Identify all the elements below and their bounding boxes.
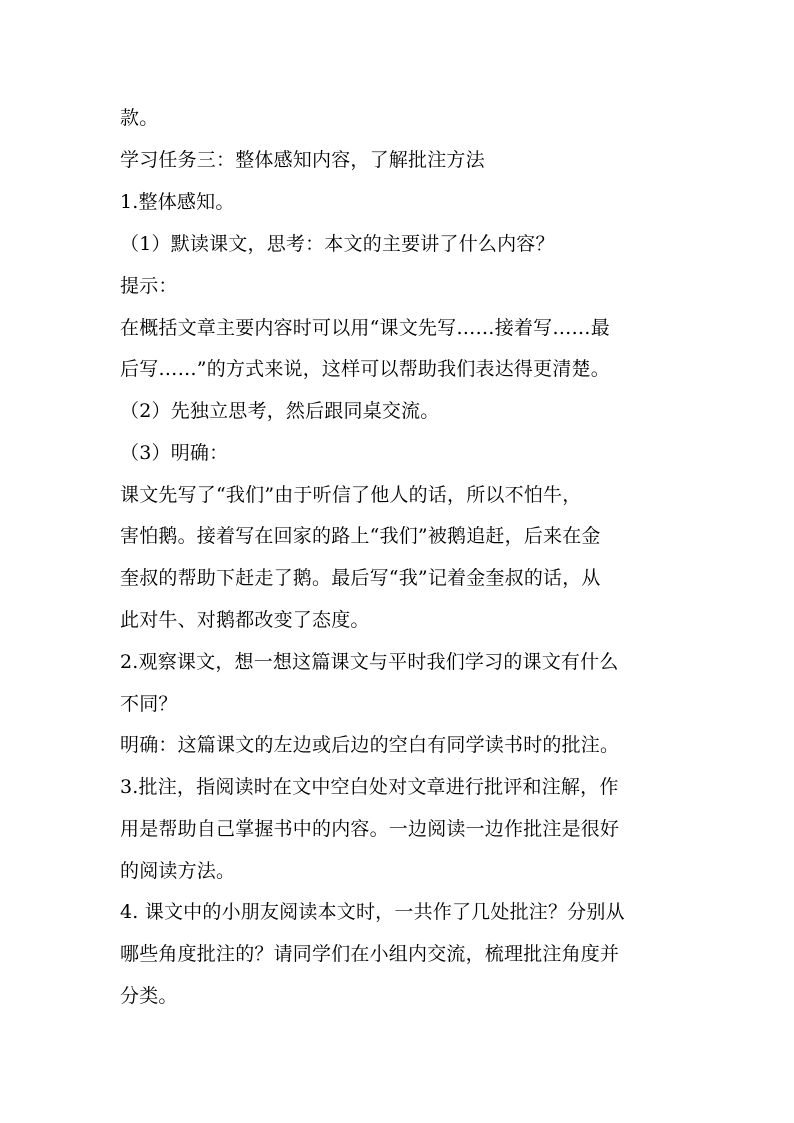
text-line: 哪些角度批注的？请同学们在小组内交流，梳理批注角度并 <box>120 943 620 965</box>
text-line: 分类。 <box>120 985 178 1007</box>
text-line: 奎叔的帮助下赶走了鹅。最后写“我”记着金奎叔的话，从 <box>120 567 601 589</box>
text-line: 此对牛、对鹅都改变了态度。 <box>120 609 370 631</box>
text-line: 4. 课文中的小朋友阅读本文时，一共作了几处批注？分别从 <box>120 901 625 923</box>
text-line: 用是帮助自己掌握书中的内容。一边阅读一边作批注是很好 <box>120 818 620 840</box>
text-line: （3）明确： <box>120 442 229 464</box>
text-line: 提示： <box>120 275 178 297</box>
text-line: 明确：这篇课文的左边或后边的空白有同学读书时的批注。 <box>120 734 620 756</box>
text-line: 不同？ <box>120 693 178 715</box>
text-line: 1.整体感知。 <box>120 191 235 213</box>
text-line: （1）默读课文，思考：本文的主要讲了什么内容？ <box>120 233 555 255</box>
text-line: 款。 <box>120 107 159 129</box>
text-line: 课文先写了“我们”由于听信了他人的话，所以不怕牛， <box>120 484 582 506</box>
text-line: 2.观察课文，想一想这篇课文与平时我们学习的课文有什么 <box>120 651 619 673</box>
text-line: 在概括文章主要内容时可以用“课文先写……接着写……最 <box>120 317 610 339</box>
text-line: 后写……”的方式来说，这样可以帮助我们表达得更清楚。 <box>120 358 610 380</box>
text-line: 害怕鹅。接着写在回家的路上“我们”被鹅追赶，后来在金 <box>120 525 601 547</box>
text-line: （2）先独立思考，然后跟同桌交流。 <box>120 400 440 422</box>
text-line: 3.批注，指阅读时在文中空白处对文章进行批评和注解，作 <box>120 776 619 798</box>
section-heading: 学习任务三：整体感知内容，了解批注方法 <box>120 149 485 171</box>
text-line: 的阅读方法。 <box>120 860 236 882</box>
